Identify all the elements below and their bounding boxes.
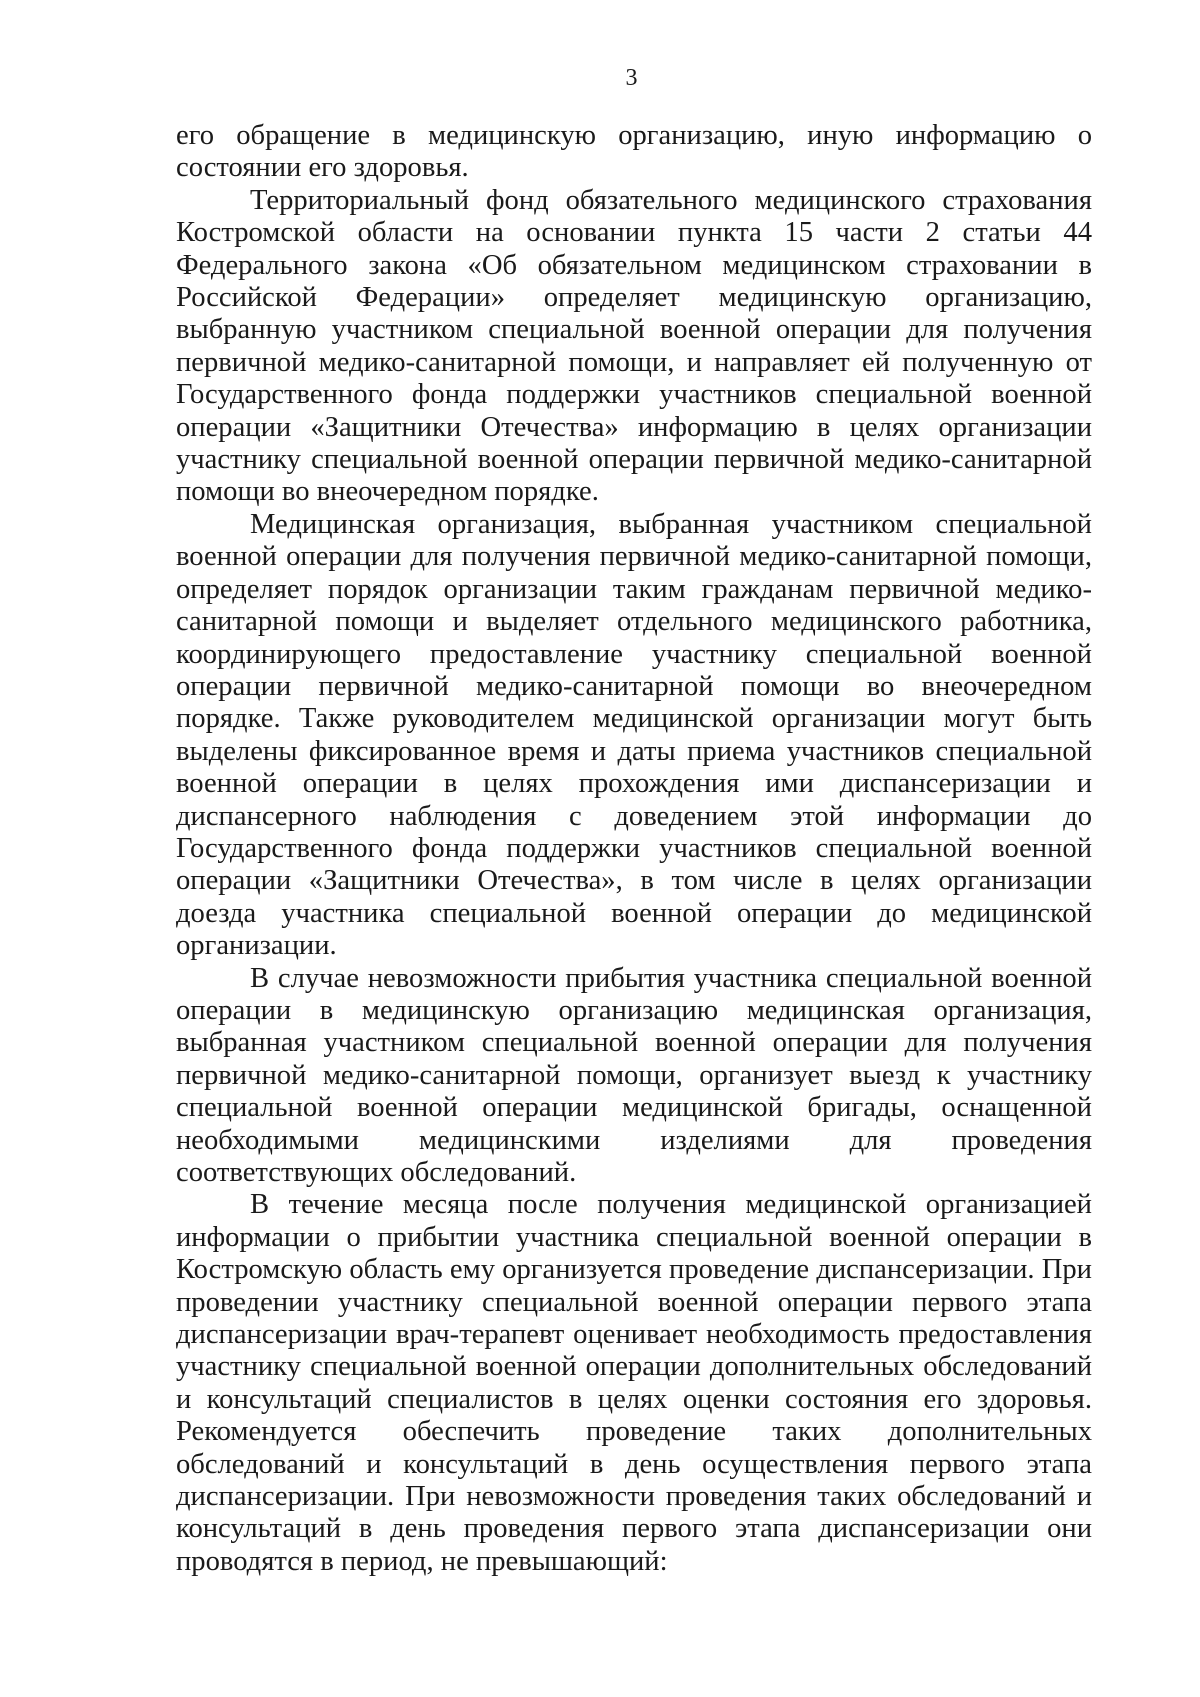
paragraph-continuation: его обращение в медицинскую организацию, иную информацию о состоянии его здоровья. <box>176 120 1092 184</box>
paragraph-impossibility-of-arrival: В случае невозможности прибытия участника специальной военной операции в медицинскую организацию медицинская организация, выбранная участником специальной военной операции для получения первичной медико-санитарной помощи, организует выезд к участнику специальной военной операции медицинской бригады, оснащенной необходимыми медицинскими изделиями для проведения соответствующих обследований. <box>176 962 1092 1188</box>
paragraph-medical-organization: Медицинская организация, выбранная участником специальной военной операции для получения первичной медико-санитарной помощи, определяет порядок организации таким гражданам первичной медико-санитарной помощи и выделяет отдельного медицинского работника, координирующего предоставление участнику специальной военной операции первичной медико-санитарной помощи во внеочередном порядке. Также руководителем медицинской организации могут быть выделены фиксированное время и даты приема участников специальной военной операции в целях прохождения ими диспансеризации и диспансерного наблюдения с доведением этой информации до Государственного фонда поддержки участников специальной военной операции «Защитники Отечества», в том числе в целях организации доезда участника специальной военной операции до медицинской организации. <box>176 508 1092 962</box>
paragraph-territorial-fund: Территориальный фонд обязательного медицинского страхования Костромской области на основании пункта 15 части 2 статьи 44 Федерального закона «Об обязательном медицинском страховании в Российской Федерации» определяет медицинскую организацию, выбранную участником специальной военной операции для получения первичной медико-санитарной помощи, и направляет ей полученную от Государственного фонда поддержки участников специальной военной операции «Защитники Отечества» информацию в целях организации участнику специальной военной операции первичной медико-санитарной помощи во внеочередном порядке. <box>176 184 1092 508</box>
paragraph-dispensary-examination: В течение месяца после получения медицинской организацией информации о прибытии участника специальной военной операции в Костромскую область ему организуется проведение диспансеризации. При проведении участнику специальной военной операции первого этапа диспансеризации врач-терапевт оценивает необходимость предоставления участнику специальной военной операции дополнительных обследований и консультаций специалистов в целях оценки состояния его здоровья. Рекомендуется обеспечить проведение таких дополнительных обследований и консультаций в день осуществления первого этапа диспансеризации. При невозможности проведения таких обследований и консультаций в день проведения первого этапа диспансеризации они проводятся в период, не превышающий: <box>176 1189 1092 1577</box>
page-number: 3 <box>625 65 638 91</box>
document-body <box>176 120 1092 1578</box>
